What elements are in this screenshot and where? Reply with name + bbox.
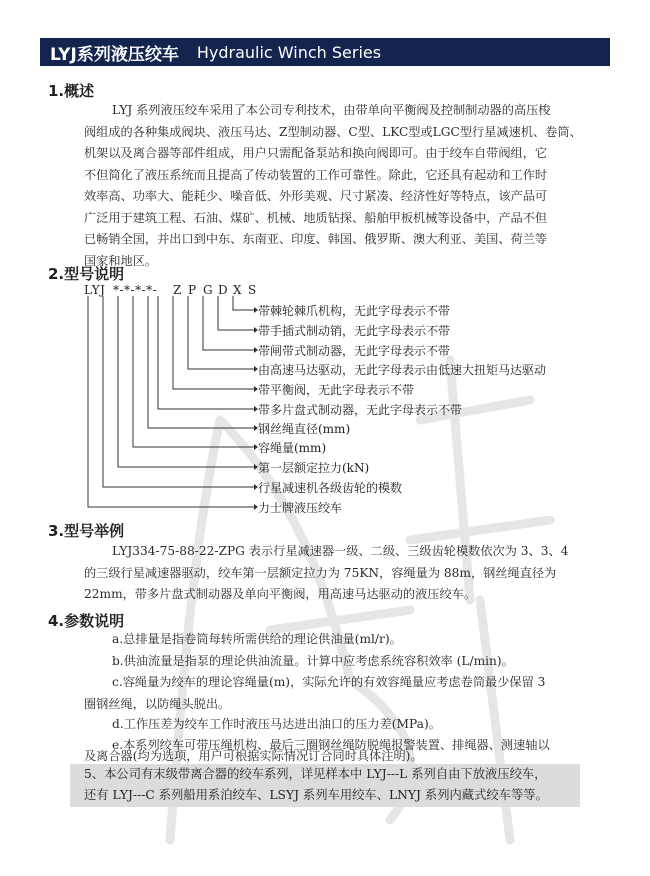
param-line: e.本系列绞车可带压绳机构、最后三圈钢丝绳防脱绳报警装置、排绳器、测速轴以	[112, 738, 550, 752]
code-letter-p: P	[188, 283, 197, 297]
model-label: 带闸带式制动器，无此字母表示不带	[258, 344, 451, 358]
overview-line: 国家和地区。	[84, 253, 158, 268]
leader-d	[203, 296, 254, 350]
model-label: 钢丝绳直径(mm)	[258, 422, 351, 436]
param-line: d.工作压差为绞车工作时液压马达进出油口的压力差(MPa)。	[112, 717, 441, 731]
code-letter-g: G	[203, 283, 214, 297]
example-line: 的三级行星减速器驱动，绞车第一层额定拉力为 75KN，容绳量为 88m，钢丝绳直径为	[84, 565, 557, 580]
param-line: 圈钢丝绳，以防绳头脱出。	[84, 696, 231, 711]
note-line: 还有 LYJ---C 系列船用系泊绞车、LSYJ 系列车用绞车、LNYJ 系列内藏式绞车等等。	[84, 788, 548, 802]
section-title-example: 3.型号举例	[48, 522, 125, 540]
code-prefix: LYJ	[84, 283, 106, 297]
model-label: 第一层额定拉力(kN)	[258, 461, 370, 475]
series-title-cn: LYJ系列液压绞车	[50, 44, 179, 65]
example-line: LYJ334-75-88-22-ZPG 表示行星减速器一级、二级、三级齿轮模数依次为 3、3、4	[112, 544, 569, 558]
overview-line: 已畅销全国，并出口到中东、东南亚、印度、韩国、俄罗斯、澳大利亚、美国、荷兰等	[84, 232, 548, 246]
leader-4	[148, 296, 254, 428]
note-line: 5、本公司有末级带离合器的绞车系列，详见样本中 LYJ---L 系列自由下放液压绞车，	[84, 767, 547, 781]
code-letter-x: X	[233, 283, 243, 297]
param-item-b	[84, 651, 514, 673]
param-item-e-continued	[84, 746, 423, 768]
leader-1	[103, 296, 254, 487]
code-letter-z: Z	[173, 283, 182, 297]
model-label: 力士牌液压绞车	[258, 501, 343, 515]
model-label: 带棘轮棘爪机构，无此字母表示不带	[258, 304, 451, 318]
series-title-en: Hydraulic Winch Series	[196, 42, 382, 62]
series-note-box	[70, 764, 580, 807]
param-item-c	[84, 672, 545, 715]
example-paragraph	[84, 541, 568, 606]
param-item-d	[84, 714, 441, 736]
overview-line: 广泛用于建筑工程、石油、煤矿、机械、地质钻探、船舶甲板机械等设备中，产品不但	[84, 210, 548, 225]
section-title-model: 2.型号说明	[48, 265, 125, 283]
code-letter-d: D	[218, 283, 229, 297]
leader-s	[233, 296, 254, 310]
leader-2	[118, 296, 254, 467]
code-letter-s: S	[248, 283, 257, 297]
param-line: b.供油流量是指泵的理论供油流量。计算中应考虑系统容积效率 (L/min)。	[112, 654, 514, 668]
overview-line: 机架以及离合器等部件组成，用户只需配备泵站和换向阀即可。由于绞车自带阀组，它	[84, 146, 548, 160]
leader-x	[218, 296, 254, 330]
model-label: 行星减速机各级齿轮的模数	[258, 481, 403, 495]
overview-line: 不但简化了液压系统而且提高了传动装置的工作可靠性。除此，它还具有起动和工作时	[84, 167, 548, 182]
leader-3	[133, 296, 254, 447]
param-line: 及离合器(均为选项，用户可根据实际情况订合同时具体注明)。	[84, 749, 423, 763]
overview-line: LYJ 系列液压绞车采用了本公司专利技术，由带单向平衡阀及控制制动器的高压梭	[112, 103, 551, 117]
overview-line: 效率高、功率大、能耗少、噪音低、外形美观、尺寸紧凑、经济性好等特点，该产品可	[84, 189, 548, 203]
model-label: 带多片盘式制动器，无此字母表示不带	[258, 403, 463, 417]
param-line: a.总排量是指卷筒每转所需供给的理论供油量(ml/r)。	[112, 632, 402, 646]
model-label: 容绳量(mm)	[258, 441, 327, 455]
model-label: 带平衡阀，无此字母表示不带	[258, 383, 415, 397]
example-line: 22mm，带多片盘式制动器及单向平衡阀，用高速马达驱动的液压绞车。	[84, 587, 477, 601]
model-label: 由高速马达驱动，无此字母表示由低速大扭矩马达驱动	[258, 363, 547, 377]
param-item-a	[84, 629, 402, 651]
model-label: 带手插式制动销，无此字母表示不带	[258, 324, 451, 338]
param-line: c.容绳量为绞车的理论容绳量(m)，实际允许的有效容绳量应考虑卷筒最少保留 3	[112, 675, 546, 689]
leader-z	[158, 296, 254, 409]
section-title-overview: 1.概述	[48, 82, 95, 100]
section-title-params: 4.参数说明	[48, 612, 125, 630]
overview-line: 阀组成的各种集成阀块、液压马达、Z型制动器、C型、LKC型或LGC型行星减速机、卷筒、	[84, 124, 582, 139]
code-numbers: *-*-*-*-	[113, 283, 158, 297]
leader-brand	[88, 296, 254, 507]
leader-g	[188, 296, 254, 369]
